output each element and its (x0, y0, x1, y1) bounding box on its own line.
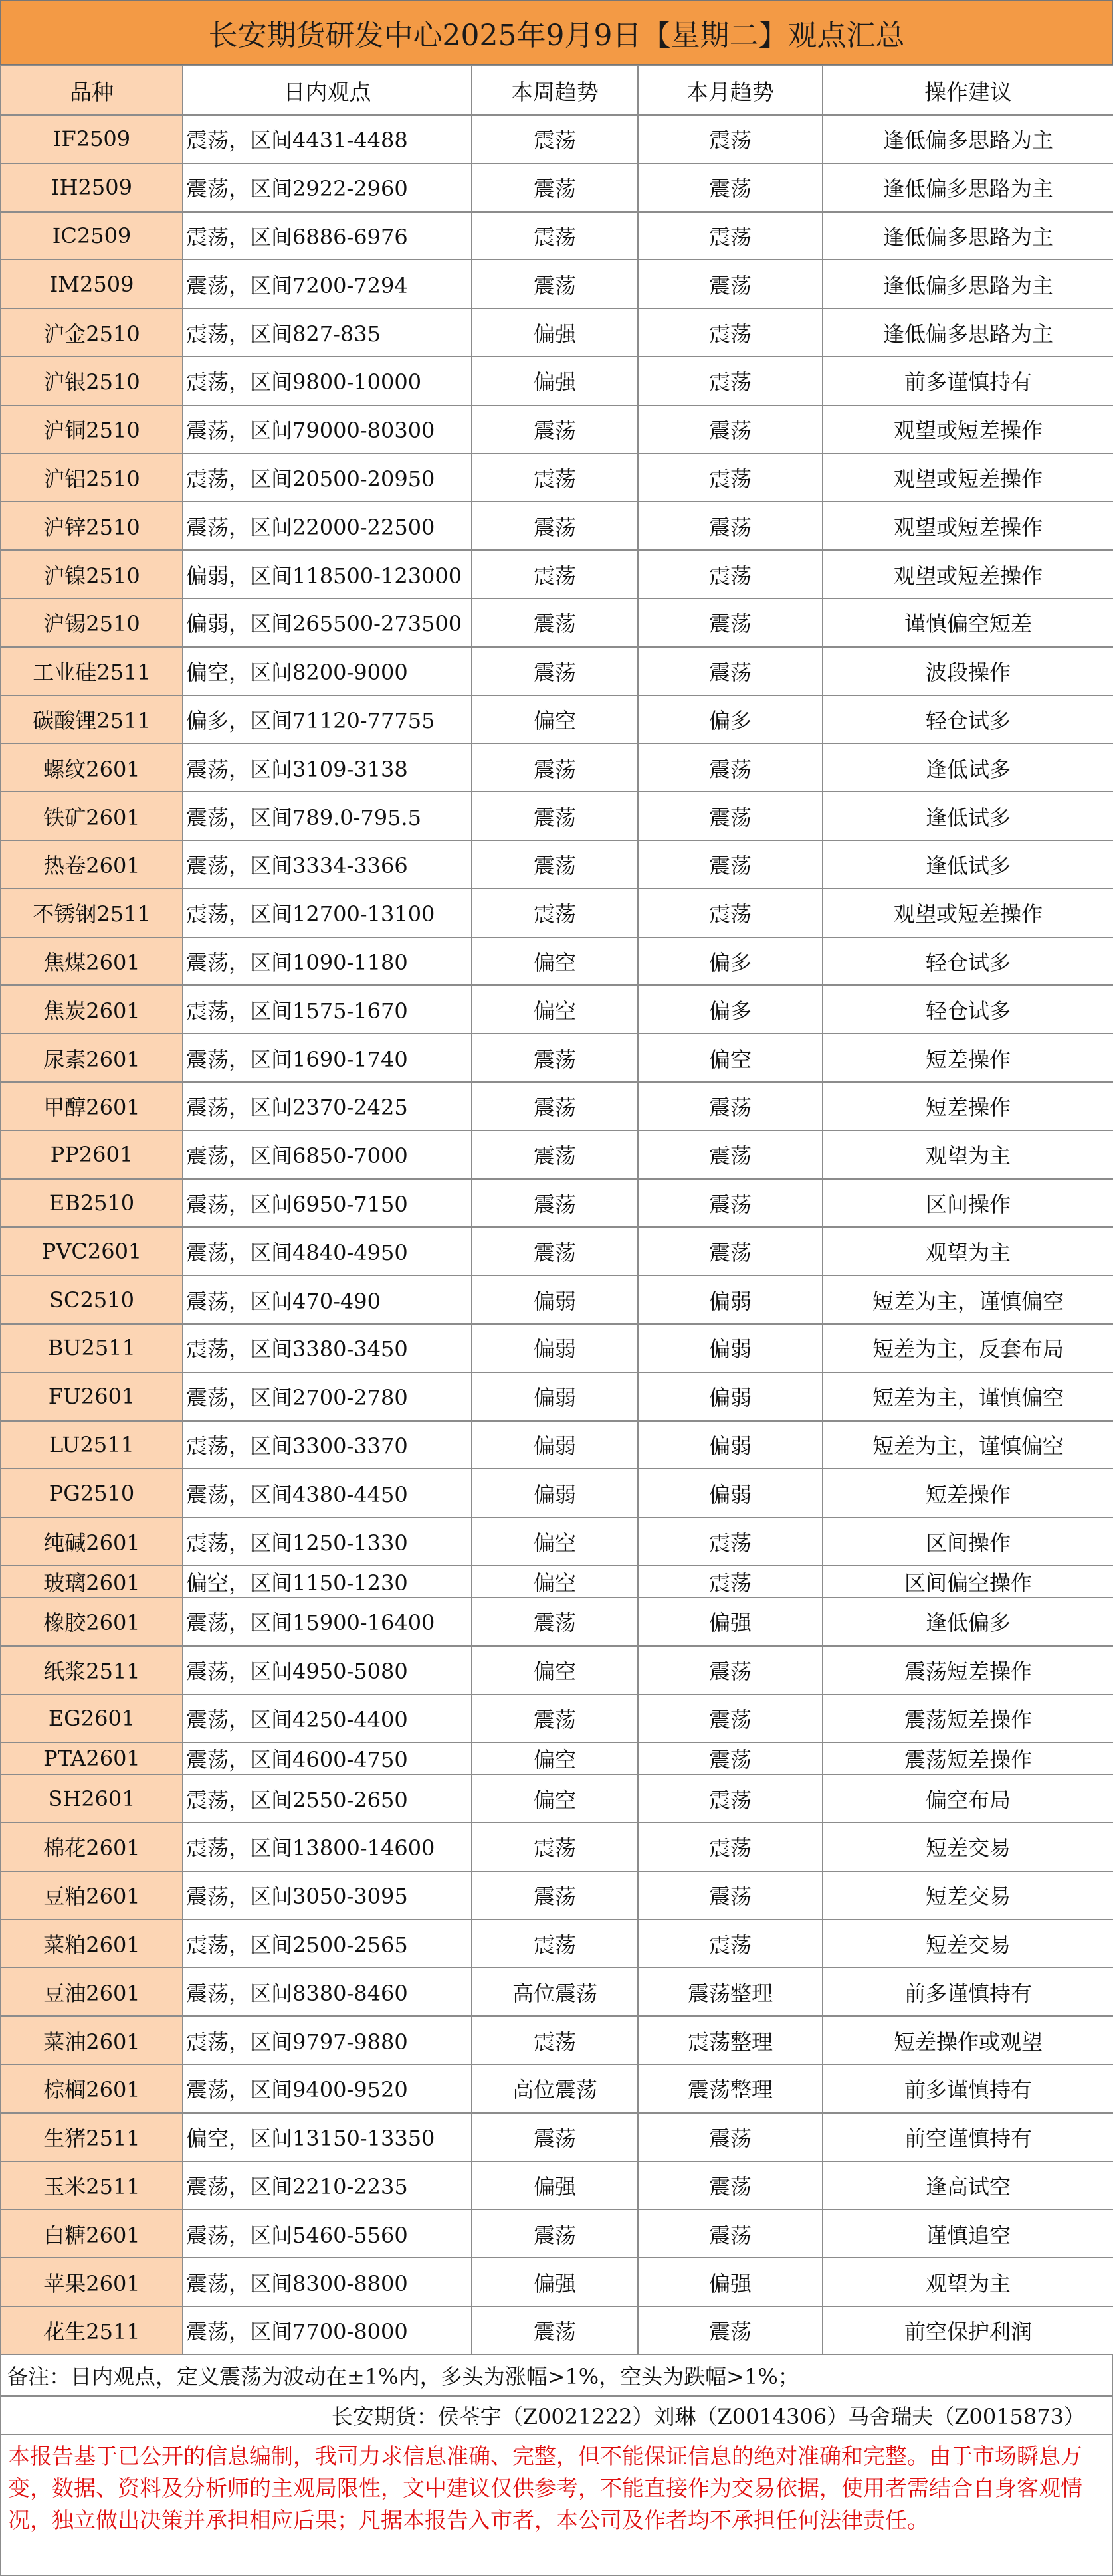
advice-cell: 短差为主，谨慎偏空 (823, 1421, 1113, 1469)
table-row (1, 1566, 1113, 1598)
intraday-view-cell: 震荡，区间4380-4450 (183, 1469, 472, 1517)
intraday-view-cell: 震荡，区间9800-10000 (183, 357, 472, 405)
advice-cell: 逢低试多 (823, 792, 1113, 840)
monthly-trend-cell: 震荡 (638, 1517, 823, 1566)
weekly-trend-cell: 偏空 (472, 1774, 638, 1823)
variety-cell: 沪铝2510 (1, 454, 183, 502)
weekly-trend-cell: 偏弱 (472, 1421, 638, 1469)
advice-cell: 偏空布局 (823, 1774, 1113, 1823)
advice-cell: 前多谨慎持有 (823, 2065, 1113, 2113)
variety-cell: 铁矿2601 (1, 792, 183, 840)
variety-cell: 纸浆2511 (1, 1646, 183, 1695)
intraday-view-cell: 震荡，区间3050-3095 (183, 1871, 472, 1920)
intraday-view-cell: 震荡，区间7700-8000 (183, 2306, 472, 2355)
weekly-trend-cell: 震荡 (472, 743, 638, 792)
table-row (1, 1275, 1113, 1324)
weekly-trend-cell: 震荡 (472, 212, 638, 260)
table-row (1, 937, 1113, 986)
intraday-view-cell: 震荡，区间4840-4950 (183, 1227, 472, 1275)
intraday-view-cell: 震荡，区间789.0-795.5 (183, 792, 472, 840)
monthly-trend-cell: 震荡 (638, 454, 823, 502)
variety-cell: FU2601 (1, 1372, 183, 1421)
table-row (1, 502, 1113, 550)
variety-cell: PVC2601 (1, 1227, 183, 1275)
advice-cell: 震荡短差操作 (823, 1695, 1113, 1743)
monthly-trend-cell: 震荡 (638, 1227, 823, 1275)
weekly-trend-cell: 震荡 (472, 647, 638, 695)
monthly-trend-cell: 偏多 (638, 937, 823, 986)
advice-cell: 前空谨慎持有 (823, 2113, 1113, 2162)
variety-cell: 热卷2601 (1, 840, 183, 889)
table-row (1, 1598, 1113, 1646)
table-row (1, 1131, 1113, 1179)
variety-cell: 沪金2510 (1, 308, 183, 357)
advice-cell: 轻仓试多 (823, 695, 1113, 744)
intraday-view-cell: 震荡，区间6950-7150 (183, 1179, 472, 1228)
monthly-trend-cell: 震荡 (638, 792, 823, 840)
intraday-view-cell: 震荡，区间827-835 (183, 308, 472, 357)
intraday-view-cell: 震荡，区间4250-4400 (183, 1695, 472, 1743)
monthly-trend-cell: 震荡 (638, 840, 823, 889)
intraday-view-cell: 震荡，区间8380-8460 (183, 1968, 472, 2016)
intraday-view-cell: 震荡，区间2370-2425 (183, 1082, 472, 1131)
advice-cell: 谨慎偏空短差 (823, 598, 1113, 647)
monthly-trend-cell: 震荡 (638, 598, 823, 647)
table-row (1, 2162, 1113, 2210)
intraday-view-cell: 震荡，区间6850-7000 (183, 1131, 472, 1179)
table-row (1, 2209, 1113, 2258)
variety-cell: 沪铜2510 (1, 405, 183, 454)
table-row (1, 357, 1113, 405)
advice-cell: 短差为主，谨慎偏空 (823, 1275, 1113, 1324)
table-row (1, 840, 1113, 889)
weekly-trend-cell: 偏弱 (472, 1469, 638, 1517)
weekly-trend-cell: 偏空 (472, 695, 638, 744)
intraday-view-cell: 偏多，区间71120-77755 (183, 695, 472, 744)
intraday-view-cell: 偏空，区间8200-9000 (183, 647, 472, 695)
advice-cell: 前空保护利润 (823, 2306, 1113, 2355)
intraday-view-cell: 震荡，区间1690-1740 (183, 1034, 472, 1082)
table-row (1, 550, 1113, 598)
monthly-trend-cell: 震荡 (638, 2306, 823, 2355)
table-row (1, 2113, 1113, 2162)
advice-cell: 逢低试多 (823, 743, 1113, 792)
intraday-view-cell: 震荡，区间3380-3450 (183, 1324, 472, 1372)
monthly-trend-cell: 震荡 (638, 1774, 823, 1823)
weekly-trend-cell: 偏强 (472, 2258, 638, 2306)
intraday-view-cell: 震荡，区间2922-2960 (183, 163, 472, 212)
variety-cell: 螺纹2601 (1, 743, 183, 792)
variety-cell: IM2509 (1, 260, 183, 308)
monthly-trend-cell: 震荡 (638, 743, 823, 792)
intraday-view-cell: 震荡，区间1250-1330 (183, 1517, 472, 1566)
weekly-trend-cell: 震荡 (472, 115, 638, 163)
variety-cell: 菜粕2601 (1, 1920, 183, 1968)
table-row (1, 454, 1113, 502)
table-row (1, 985, 1113, 1034)
weekly-trend-cell: 震荡 (472, 1871, 638, 1920)
variety-cell: 纯碱2601 (1, 1517, 183, 1566)
advice-cell: 短差为主，谨慎偏空 (823, 1372, 1113, 1421)
table-row (1, 743, 1113, 792)
advice-cell: 短差交易 (823, 1871, 1113, 1920)
weekly-trend-cell: 震荡 (472, 405, 638, 454)
table-row (1, 2306, 1113, 2355)
weekly-trend-cell: 偏弱 (472, 1324, 638, 1372)
variety-cell: PG2510 (1, 1469, 183, 1517)
advice-cell: 观望为主 (823, 1131, 1113, 1179)
intraday-view-cell: 震荡，区间22000-22500 (183, 502, 472, 550)
table-row (1, 1742, 1113, 1774)
intraday-view-cell: 震荡，区间7200-7294 (183, 260, 472, 308)
variety-cell: 沪锡2510 (1, 598, 183, 647)
advice-cell: 逢低偏多思路为主 (823, 212, 1113, 260)
table-row (1, 1774, 1113, 1823)
intraday-view-cell: 震荡，区间3109-3138 (183, 743, 472, 792)
monthly-trend-cell: 震荡 (638, 1695, 823, 1743)
variety-cell: EB2510 (1, 1179, 183, 1228)
advice-cell: 观望为主 (823, 1227, 1113, 1275)
monthly-trend-cell: 偏多 (638, 695, 823, 744)
monthly-trend-cell: 偏空 (638, 1034, 823, 1082)
variety-cell: PP2601 (1, 1131, 183, 1179)
disclaimer: 本报告基于已公开的信息编制，我司力求信息准确、完整，但不能保证信息的绝对准确和完整。由于市场瞬息万变，数据、资料及分析师的主观局限性，文中建议仅供参考，不能直接作为交易依据，使用者需结合自身客观情况，独立做出决策并承担相应后果；凡据本报告入市者，本公司及作者均不承担任何法律责任。 (0, 2435, 1113, 2576)
variety-cell: 工业硅2511 (1, 647, 183, 695)
weekly-trend-cell: 偏空 (472, 1566, 638, 1598)
table-row (1, 1871, 1113, 1920)
table-row (1, 1179, 1113, 1228)
monthly-trend-cell: 震荡 (638, 889, 823, 937)
advice-cell: 逢低偏多思路为主 (823, 260, 1113, 308)
weekly-trend-cell: 震荡 (472, 1823, 638, 1871)
variety-cell: 焦煤2601 (1, 937, 183, 986)
weekly-trend-cell: 震荡 (472, 260, 638, 308)
monthly-trend-cell: 震荡 (638, 1823, 823, 1871)
monthly-trend-cell: 偏强 (638, 2258, 823, 2306)
advice-cell: 逢低偏多思路为主 (823, 115, 1113, 163)
weekly-trend-cell: 震荡 (472, 550, 638, 598)
advice-cell: 短差为主，反套布局 (823, 1324, 1113, 1372)
weekly-trend-cell: 偏空 (472, 1646, 638, 1695)
variety-cell: LU2511 (1, 1421, 183, 1469)
weekly-trend-cell: 震荡 (472, 1034, 638, 1082)
intraday-view-cell: 偏弱，区间265500-273500 (183, 598, 472, 647)
advice-cell: 逢低偏多思路为主 (823, 163, 1113, 212)
intraday-view-cell: 震荡，区间2500-2565 (183, 1920, 472, 1968)
advice-cell: 观望或短差操作 (823, 405, 1113, 454)
variety-cell: IC2509 (1, 212, 183, 260)
table-row (1, 889, 1113, 937)
advice-cell: 区间操作 (823, 1517, 1113, 1566)
table-row (1, 598, 1113, 647)
analyst-credits: 长安期货：侯荃宇（Z0021222）刘琳（Z0014306）马舍瑞夫（Z0015873） (0, 2397, 1113, 2435)
intraday-view-cell: 震荡，区间1575-1670 (183, 985, 472, 1034)
intraday-view-cell: 震荡，区间4600-4750 (183, 1742, 472, 1774)
intraday-view-cell: 震荡，区间79000-80300 (183, 405, 472, 454)
weekly-trend-cell: 震荡 (472, 1082, 638, 1131)
variety-cell: SC2510 (1, 1275, 183, 1324)
variety-cell: 尿素2601 (1, 1034, 183, 1082)
variety-cell: 橡胶2601 (1, 1598, 183, 1646)
intraday-view-cell: 震荡，区间8300-8800 (183, 2258, 472, 2306)
monthly-trend-cell: 震荡 (638, 115, 823, 163)
weekly-trend-cell: 震荡 (472, 840, 638, 889)
variety-cell: 豆粕2601 (1, 1871, 183, 1920)
advice-cell: 逢高试空 (823, 2162, 1113, 2210)
advice-cell: 短差交易 (823, 1920, 1113, 1968)
table-row (1, 1324, 1113, 1372)
monthly-trend-cell: 震荡 (638, 1871, 823, 1920)
monthly-trend-cell: 震荡 (638, 1742, 823, 1774)
monthly-trend-cell: 震荡整理 (638, 2016, 823, 2065)
advice-cell: 震荡短差操作 (823, 1646, 1113, 1695)
weekly-trend-cell: 震荡 (472, 792, 638, 840)
header-intraday-view: 日内观点 (183, 66, 472, 115)
table-row (1, 1082, 1113, 1131)
advice-cell: 短差交易 (823, 1823, 1113, 1871)
monthly-trend-cell: 震荡 (638, 1566, 823, 1598)
table-row (1, 1823, 1113, 1871)
variety-cell: 棕榈2601 (1, 2065, 183, 2113)
weekly-trend-cell: 偏空 (472, 985, 638, 1034)
header-advice: 操作建议 (823, 66, 1113, 115)
advice-cell: 震荡短差操作 (823, 1742, 1113, 1774)
intraday-view-cell: 震荡，区间9400-9520 (183, 2065, 472, 2113)
monthly-trend-cell: 震荡 (638, 260, 823, 308)
variety-cell: 不锈钢2511 (1, 889, 183, 937)
table-row (1, 2258, 1113, 2306)
table-row (1, 1469, 1113, 1517)
intraday-view-cell: 震荡，区间9797-9880 (183, 2016, 472, 2065)
weekly-trend-cell: 偏空 (472, 937, 638, 986)
footnote: 备注：日内观点，定义震荡为波动在±1%内，多头为涨幅>1%，空头为跌幅>1%； (0, 2355, 1113, 2397)
intraday-view-cell: 震荡，区间6886-6976 (183, 212, 472, 260)
monthly-trend-cell: 偏弱 (638, 1421, 823, 1469)
intraday-view-cell: 震荡，区间20500-20950 (183, 454, 472, 502)
header-variety: 品种 (1, 66, 183, 115)
variety-cell: EG2601 (1, 1695, 183, 1743)
intraday-view-cell: 偏空，区间1150-1230 (183, 1566, 472, 1598)
variety-cell: 沪锌2510 (1, 502, 183, 550)
variety-cell: 玉米2511 (1, 2162, 183, 2210)
advice-cell: 区间偏空操作 (823, 1566, 1113, 1598)
intraday-view-cell: 震荡，区间2550-2650 (183, 1774, 472, 1823)
monthly-trend-cell: 震荡整理 (638, 1968, 823, 2016)
advice-cell: 逢低试多 (823, 840, 1113, 889)
monthly-trend-cell: 震荡 (638, 2113, 823, 2162)
variety-cell: SH2601 (1, 1774, 183, 1823)
weekly-trend-cell: 偏强 (472, 2162, 638, 2210)
weekly-trend-cell: 震荡 (472, 1131, 638, 1179)
advice-cell: 观望或短差操作 (823, 502, 1113, 550)
weekly-trend-cell: 偏强 (472, 308, 638, 357)
monthly-trend-cell: 偏弱 (638, 1324, 823, 1372)
advice-cell: 轻仓试多 (823, 985, 1113, 1034)
table-row (1, 2065, 1113, 2113)
variety-cell: PTA2601 (1, 1742, 183, 1774)
intraday-view-cell: 震荡，区间3300-3370 (183, 1421, 472, 1469)
advice-cell: 前多谨慎持有 (823, 357, 1113, 405)
monthly-trend-cell: 偏弱 (638, 1275, 823, 1324)
advice-cell: 逢低偏多思路为主 (823, 308, 1113, 357)
weekly-trend-cell: 震荡 (472, 1179, 638, 1228)
table-row (1, 212, 1113, 260)
table-row (1, 308, 1113, 357)
advice-cell: 短差操作 (823, 1469, 1113, 1517)
report-title: 长安期货研发中心2025年9月9日【星期二】观点汇总 (0, 0, 1113, 65)
header-monthly-trend: 本月趋势 (638, 66, 823, 115)
advice-cell: 区间操作 (823, 1179, 1113, 1228)
monthly-trend-cell: 震荡 (638, 308, 823, 357)
table-row (1, 1421, 1113, 1469)
advice-cell: 逢低偏多 (823, 1598, 1113, 1646)
table-row (1, 1920, 1113, 1968)
weekly-trend-cell: 震荡 (472, 2113, 638, 2162)
intraday-view-cell: 偏空，区间13150-13350 (183, 2113, 472, 2162)
weekly-trend-cell: 震荡 (472, 1920, 638, 1968)
weekly-trend-cell: 高位震荡 (472, 2065, 638, 2113)
monthly-trend-cell: 震荡整理 (638, 2065, 823, 2113)
variety-cell: 碳酸锂2511 (1, 695, 183, 744)
views-table (0, 65, 1113, 2355)
table-row (1, 115, 1113, 163)
advice-cell: 短差操作或观望 (823, 2016, 1113, 2065)
weekly-trend-cell: 偏强 (472, 357, 638, 405)
monthly-trend-cell: 震荡 (638, 2209, 823, 2258)
weekly-trend-cell: 震荡 (472, 163, 638, 212)
weekly-trend-cell: 偏空 (472, 1742, 638, 1774)
variety-cell: BU2511 (1, 1324, 183, 1372)
table-row (1, 792, 1113, 840)
table-body (1, 115, 1113, 2355)
advice-cell: 观望或短差操作 (823, 454, 1113, 502)
variety-cell: 豆油2601 (1, 1968, 183, 2016)
table-row (1, 1034, 1113, 1082)
monthly-trend-cell: 偏弱 (638, 1469, 823, 1517)
monthly-trend-cell: 震荡 (638, 2162, 823, 2210)
monthly-trend-cell: 震荡 (638, 647, 823, 695)
monthly-trend-cell: 震荡 (638, 357, 823, 405)
monthly-trend-cell: 震荡 (638, 1646, 823, 1695)
monthly-trend-cell: 震荡 (638, 1179, 823, 1228)
advice-cell: 短差操作 (823, 1082, 1113, 1131)
variety-cell: 苹果2601 (1, 2258, 183, 2306)
table-row (1, 405, 1113, 454)
variety-cell: 白糖2601 (1, 2209, 183, 2258)
table-row (1, 2016, 1113, 2065)
weekly-trend-cell: 震荡 (472, 598, 638, 647)
weekly-trend-cell: 震荡 (472, 1695, 638, 1743)
monthly-trend-cell: 震荡 (638, 405, 823, 454)
table-row (1, 1227, 1113, 1275)
monthly-trend-cell: 震荡 (638, 212, 823, 260)
intraday-view-cell: 震荡，区间470-490 (183, 1275, 472, 1324)
weekly-trend-cell: 高位震荡 (472, 1968, 638, 2016)
weekly-trend-cell: 震荡 (472, 1227, 638, 1275)
weekly-trend-cell: 震荡 (472, 502, 638, 550)
intraday-view-cell: 震荡，区间5460-5560 (183, 2209, 472, 2258)
advice-cell: 轻仓试多 (823, 937, 1113, 986)
header-weekly-trend: 本周趋势 (472, 66, 638, 115)
weekly-trend-cell: 震荡 (472, 2306, 638, 2355)
weekly-trend-cell: 震荡 (472, 454, 638, 502)
monthly-trend-cell: 偏弱 (638, 1372, 823, 1421)
weekly-trend-cell: 偏弱 (472, 1372, 638, 1421)
monthly-trend-cell: 震荡 (638, 1920, 823, 1968)
advice-cell: 波段操作 (823, 647, 1113, 695)
variety-cell: 玻璃2601 (1, 1566, 183, 1598)
advice-cell: 观望或短差操作 (823, 889, 1113, 937)
monthly-trend-cell: 震荡 (638, 163, 823, 212)
variety-cell: 沪银2510 (1, 357, 183, 405)
table-row (1, 163, 1113, 212)
advice-cell: 短差操作 (823, 1034, 1113, 1082)
variety-cell: IF2509 (1, 115, 183, 163)
intraday-view-cell: 震荡，区间4950-5080 (183, 1646, 472, 1695)
variety-cell: 沪镍2510 (1, 550, 183, 598)
variety-cell: 甲醇2601 (1, 1082, 183, 1131)
advice-cell: 前多谨慎持有 (823, 1968, 1113, 2016)
table-row (1, 1517, 1113, 1566)
weekly-trend-cell: 震荡 (472, 1598, 638, 1646)
advice-cell: 观望为主 (823, 2258, 1113, 2306)
intraday-view-cell: 偏弱，区间118500-123000 (183, 550, 472, 598)
intraday-view-cell: 震荡，区间2700-2780 (183, 1372, 472, 1421)
variety-cell: 花生2511 (1, 2306, 183, 2355)
intraday-view-cell: 震荡，区间4431-4488 (183, 115, 472, 163)
variety-cell: 菜油2601 (1, 2016, 183, 2065)
advice-cell: 谨慎追空 (823, 2209, 1113, 2258)
weekly-trend-cell: 震荡 (472, 889, 638, 937)
monthly-trend-cell: 偏强 (638, 1598, 823, 1646)
advice-cell: 观望或短差操作 (823, 550, 1113, 598)
weekly-trend-cell: 震荡 (472, 2016, 638, 2065)
monthly-trend-cell: 偏多 (638, 985, 823, 1034)
monthly-trend-cell: 震荡 (638, 1082, 823, 1131)
table-row (1, 1968, 1113, 2016)
variety-cell: IH2509 (1, 163, 183, 212)
table-row (1, 647, 1113, 695)
weekly-trend-cell: 偏弱 (472, 1275, 638, 1324)
monthly-trend-cell: 震荡 (638, 1131, 823, 1179)
intraday-view-cell: 震荡，区间12700-13100 (183, 889, 472, 937)
table-row (1, 695, 1113, 744)
weekly-trend-cell: 震荡 (472, 2209, 638, 2258)
table-row (1, 260, 1113, 308)
intraday-view-cell: 震荡，区间1090-1180 (183, 937, 472, 986)
variety-cell: 生猪2511 (1, 2113, 183, 2162)
weekly-trend-cell: 偏空 (472, 1517, 638, 1566)
monthly-trend-cell: 震荡 (638, 550, 823, 598)
variety-cell: 焦炭2601 (1, 985, 183, 1034)
intraday-view-cell: 震荡，区间3334-3366 (183, 840, 472, 889)
monthly-trend-cell: 震荡 (638, 502, 823, 550)
table-row (1, 1695, 1113, 1743)
intraday-view-cell: 震荡，区间13800-14600 (183, 1823, 472, 1871)
table-row (1, 1646, 1113, 1695)
intraday-view-cell: 震荡，区间15900-16400 (183, 1598, 472, 1646)
intraday-view-cell: 震荡，区间2210-2235 (183, 2162, 472, 2210)
table-header-row (1, 66, 1113, 115)
variety-cell: 棉花2601 (1, 1823, 183, 1871)
table-row (1, 1372, 1113, 1421)
